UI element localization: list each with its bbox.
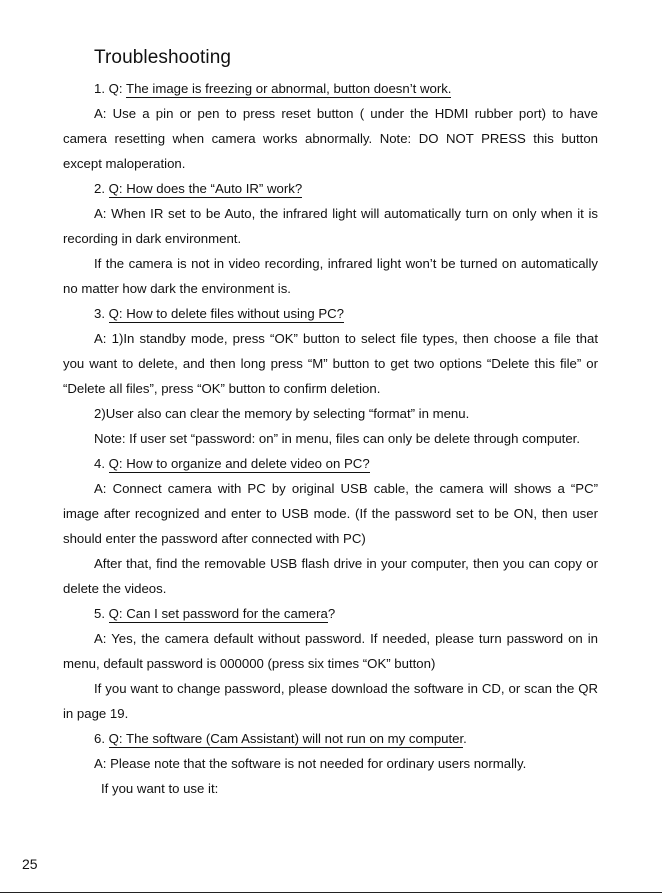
question-2-prefix: 2. — [94, 181, 109, 196]
answer-1: A: Use a pin or pen to press reset button ( under the HDMI rubber port) to have camera resetting when camera works abnormally. Note: DO NOT PRESS this button except maloperation. — [63, 106, 598, 171]
question-2-text: Q: How does the “Auto IR” work? — [108, 181, 303, 196]
question-3-text: Q: How to delete files without using PC? — [108, 306, 344, 321]
question-6-text: Q: The software (Cam Assistant) will not run on my computer — [108, 731, 464, 746]
question-5-prefix: 5. — [94, 606, 109, 621]
question-5-text: Q: Can I set password for the camera — [108, 606, 328, 621]
question-4-prefix: 4. — [94, 456, 109, 471]
question-6 — [63, 726, 598, 751]
question-3 — [63, 301, 598, 326]
answer-5-change: If you want to change password, please download the software in CD, or scan the QR in page 19. — [63, 681, 598, 721]
question-5 — [63, 601, 598, 626]
question-2 — [63, 176, 598, 201]
question-3-prefix: 3. — [94, 306, 109, 321]
answer-6: A: Please note that the software is not needed for ordinary users normally. — [94, 756, 527, 771]
answer-4: A: Connect camera with PC by original USB cable, the camera will shows a “PC” image after recognized and enter to USB mode. (If the password set to be ON, then user should enter the password after connected with PC) — [63, 481, 598, 546]
question-4 — [63, 451, 598, 476]
question-1-text: The image is freezing or abnormal, button doesn’t work. — [126, 81, 452, 96]
page-number: 25 — [22, 856, 38, 872]
answer-6-use: If you want to use it: — [101, 781, 219, 796]
question-1 — [63, 76, 598, 101]
faq-list — [63, 76, 598, 801]
question-1-prefix: 1. Q: — [94, 81, 127, 96]
answer-5: A: Yes, the camera default without password. If needed, please turn password on in menu, default password is 000000 (press six times “OK” button) — [63, 631, 598, 671]
answer-2: A: When IR set to be Auto, the infrared light will automatically turn on only when it is recording in dark environment. — [63, 206, 598, 246]
question-6-suffix: . — [463, 731, 467, 746]
section-title: Troubleshooting — [94, 47, 232, 68]
answer-2-note: If the camera is not in video recording, infrared light won’t be turned on automatically no matter how dark the environment is. — [63, 256, 598, 296]
question-4-text: Q: How to organize and delete video on PC? — [108, 456, 370, 471]
answer-3-note: Note: If user set “password: on” in menu, files can only be delete through computer. — [94, 431, 580, 446]
answer-4-after: After that, find the removable USB flash drive in your computer, then you can copy or delete the videos. — [63, 556, 598, 596]
question-5-suffix: ? — [327, 606, 336, 621]
answer-3: A: 1)In standby mode, press “OK” button to select file types, then choose a file that you want to delete, and then long press “M” button to get two options “Delete this file” or “Delete all files”, press “OK” button to confirm deletion. — [63, 331, 598, 396]
footer-rule — [0, 892, 662, 893]
question-6-prefix: 6. — [94, 731, 109, 746]
answer-3-format: 2)User also can clear the memory by selecting “format” in menu. — [94, 406, 470, 421]
